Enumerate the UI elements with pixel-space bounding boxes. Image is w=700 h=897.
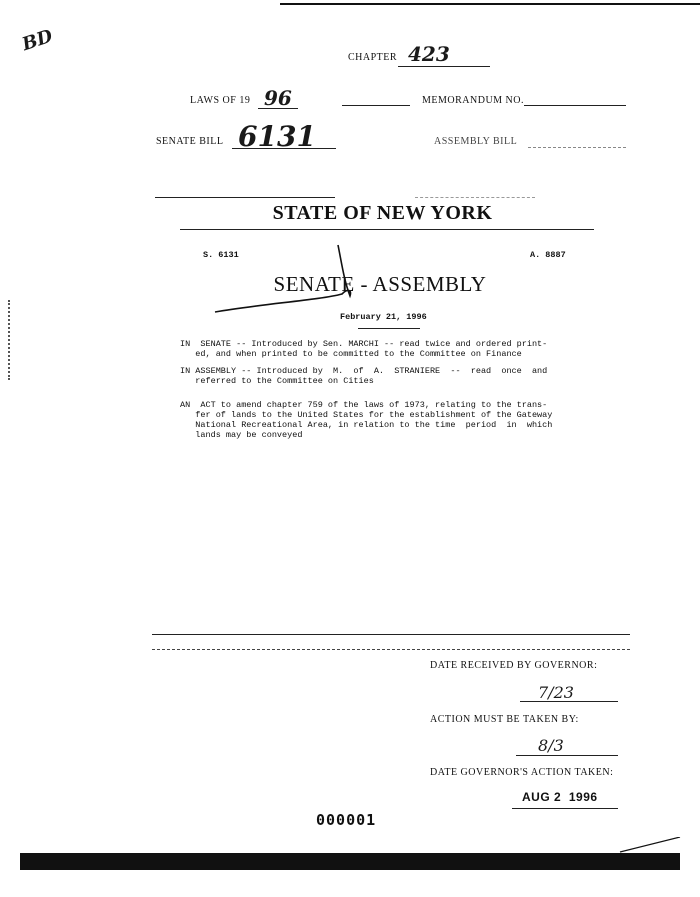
date-action-stamp: AUG 2 1996	[522, 790, 598, 804]
paragraph-in-assembly	[180, 366, 600, 386]
page-number: 000001	[316, 811, 377, 829]
laws-value: 96	[264, 86, 292, 110]
date-received-line	[520, 701, 618, 702]
laws-underline	[258, 108, 298, 109]
top-rule	[280, 3, 700, 5]
date-action-line	[512, 808, 618, 809]
chapter-label: CHAPTER	[348, 52, 398, 63]
title-top-rule-right	[415, 197, 535, 198]
title-top-rule	[155, 197, 335, 198]
senate-bill-value: 6131	[238, 120, 316, 153]
laws-label: LAWS OF 19	[190, 95, 251, 106]
senate-bill-label: SENATE BILL	[156, 136, 224, 147]
chapter-underline	[398, 66, 490, 67]
paragraph-line: AN ACT to amend chapter 759 of the laws of 1973, relating to the trans-	[180, 400, 548, 410]
corner-initials: BD	[19, 25, 56, 56]
chapter-value: 423	[408, 42, 450, 66]
assembly-bill-line	[528, 147, 626, 148]
date-received-value: 7/23	[538, 683, 574, 702]
assembly-number: A. 8887	[530, 250, 566, 260]
paragraph-in-senate	[180, 339, 600, 359]
document-title: STATE OF NEW YORK	[272, 202, 493, 224]
scan-edge-artifact	[8, 300, 13, 380]
senate-number: S. 6131	[203, 250, 239, 260]
bill-date: February 21, 1996	[340, 312, 427, 322]
bottom-scan-edge	[0, 837, 700, 897]
bill-paragraphs	[180, 339, 600, 440]
paragraph-line: National Recreational Area, in relation to the time period in which	[180, 420, 553, 430]
paragraph-line: fer of lands to the United States for the establishment of the Gateway	[180, 410, 553, 420]
senate-bill-underline	[232, 148, 336, 149]
paragraph-line: IN SENATE -- Introduced by Sen. MARCHI -- read twice and ordered print-	[180, 339, 548, 349]
footer-rule-2	[152, 649, 630, 650]
paragraph-line: IN ASSEMBLY -- Introduced by M. of A. STRANIERE -- read once and	[180, 366, 548, 376]
footer-rule-1	[152, 634, 630, 635]
bill-heading: SENATE - ASSEMBLY	[273, 272, 487, 296]
paragraph-line: referred to the Committee on Cities	[180, 376, 374, 386]
paragraph-line: lands may be conveyed	[180, 430, 303, 440]
memorandum-line	[524, 105, 626, 106]
action-must-label: ACTION MUST BE TAKEN BY:	[430, 714, 579, 725]
action-must-line	[516, 755, 618, 756]
paragraph-line: ed, and when printed to be committed to the Committee on Finance	[180, 349, 522, 359]
assembly-bill-label: ASSEMBLY BILL	[434, 136, 518, 147]
paragraph-an-act	[180, 400, 600, 440]
laws-blank-line	[342, 105, 410, 106]
date-received-label: DATE RECEIVED BY GOVERNOR:	[430, 660, 598, 671]
action-must-value: 8/3	[538, 736, 564, 755]
date-underline	[358, 328, 420, 329]
date-action-label: DATE GOVERNOR'S ACTION TAKEN:	[430, 767, 614, 778]
memorandum-label: MEMORANDUM NO.	[422, 95, 525, 106]
title-bottom-rule	[180, 229, 594, 230]
